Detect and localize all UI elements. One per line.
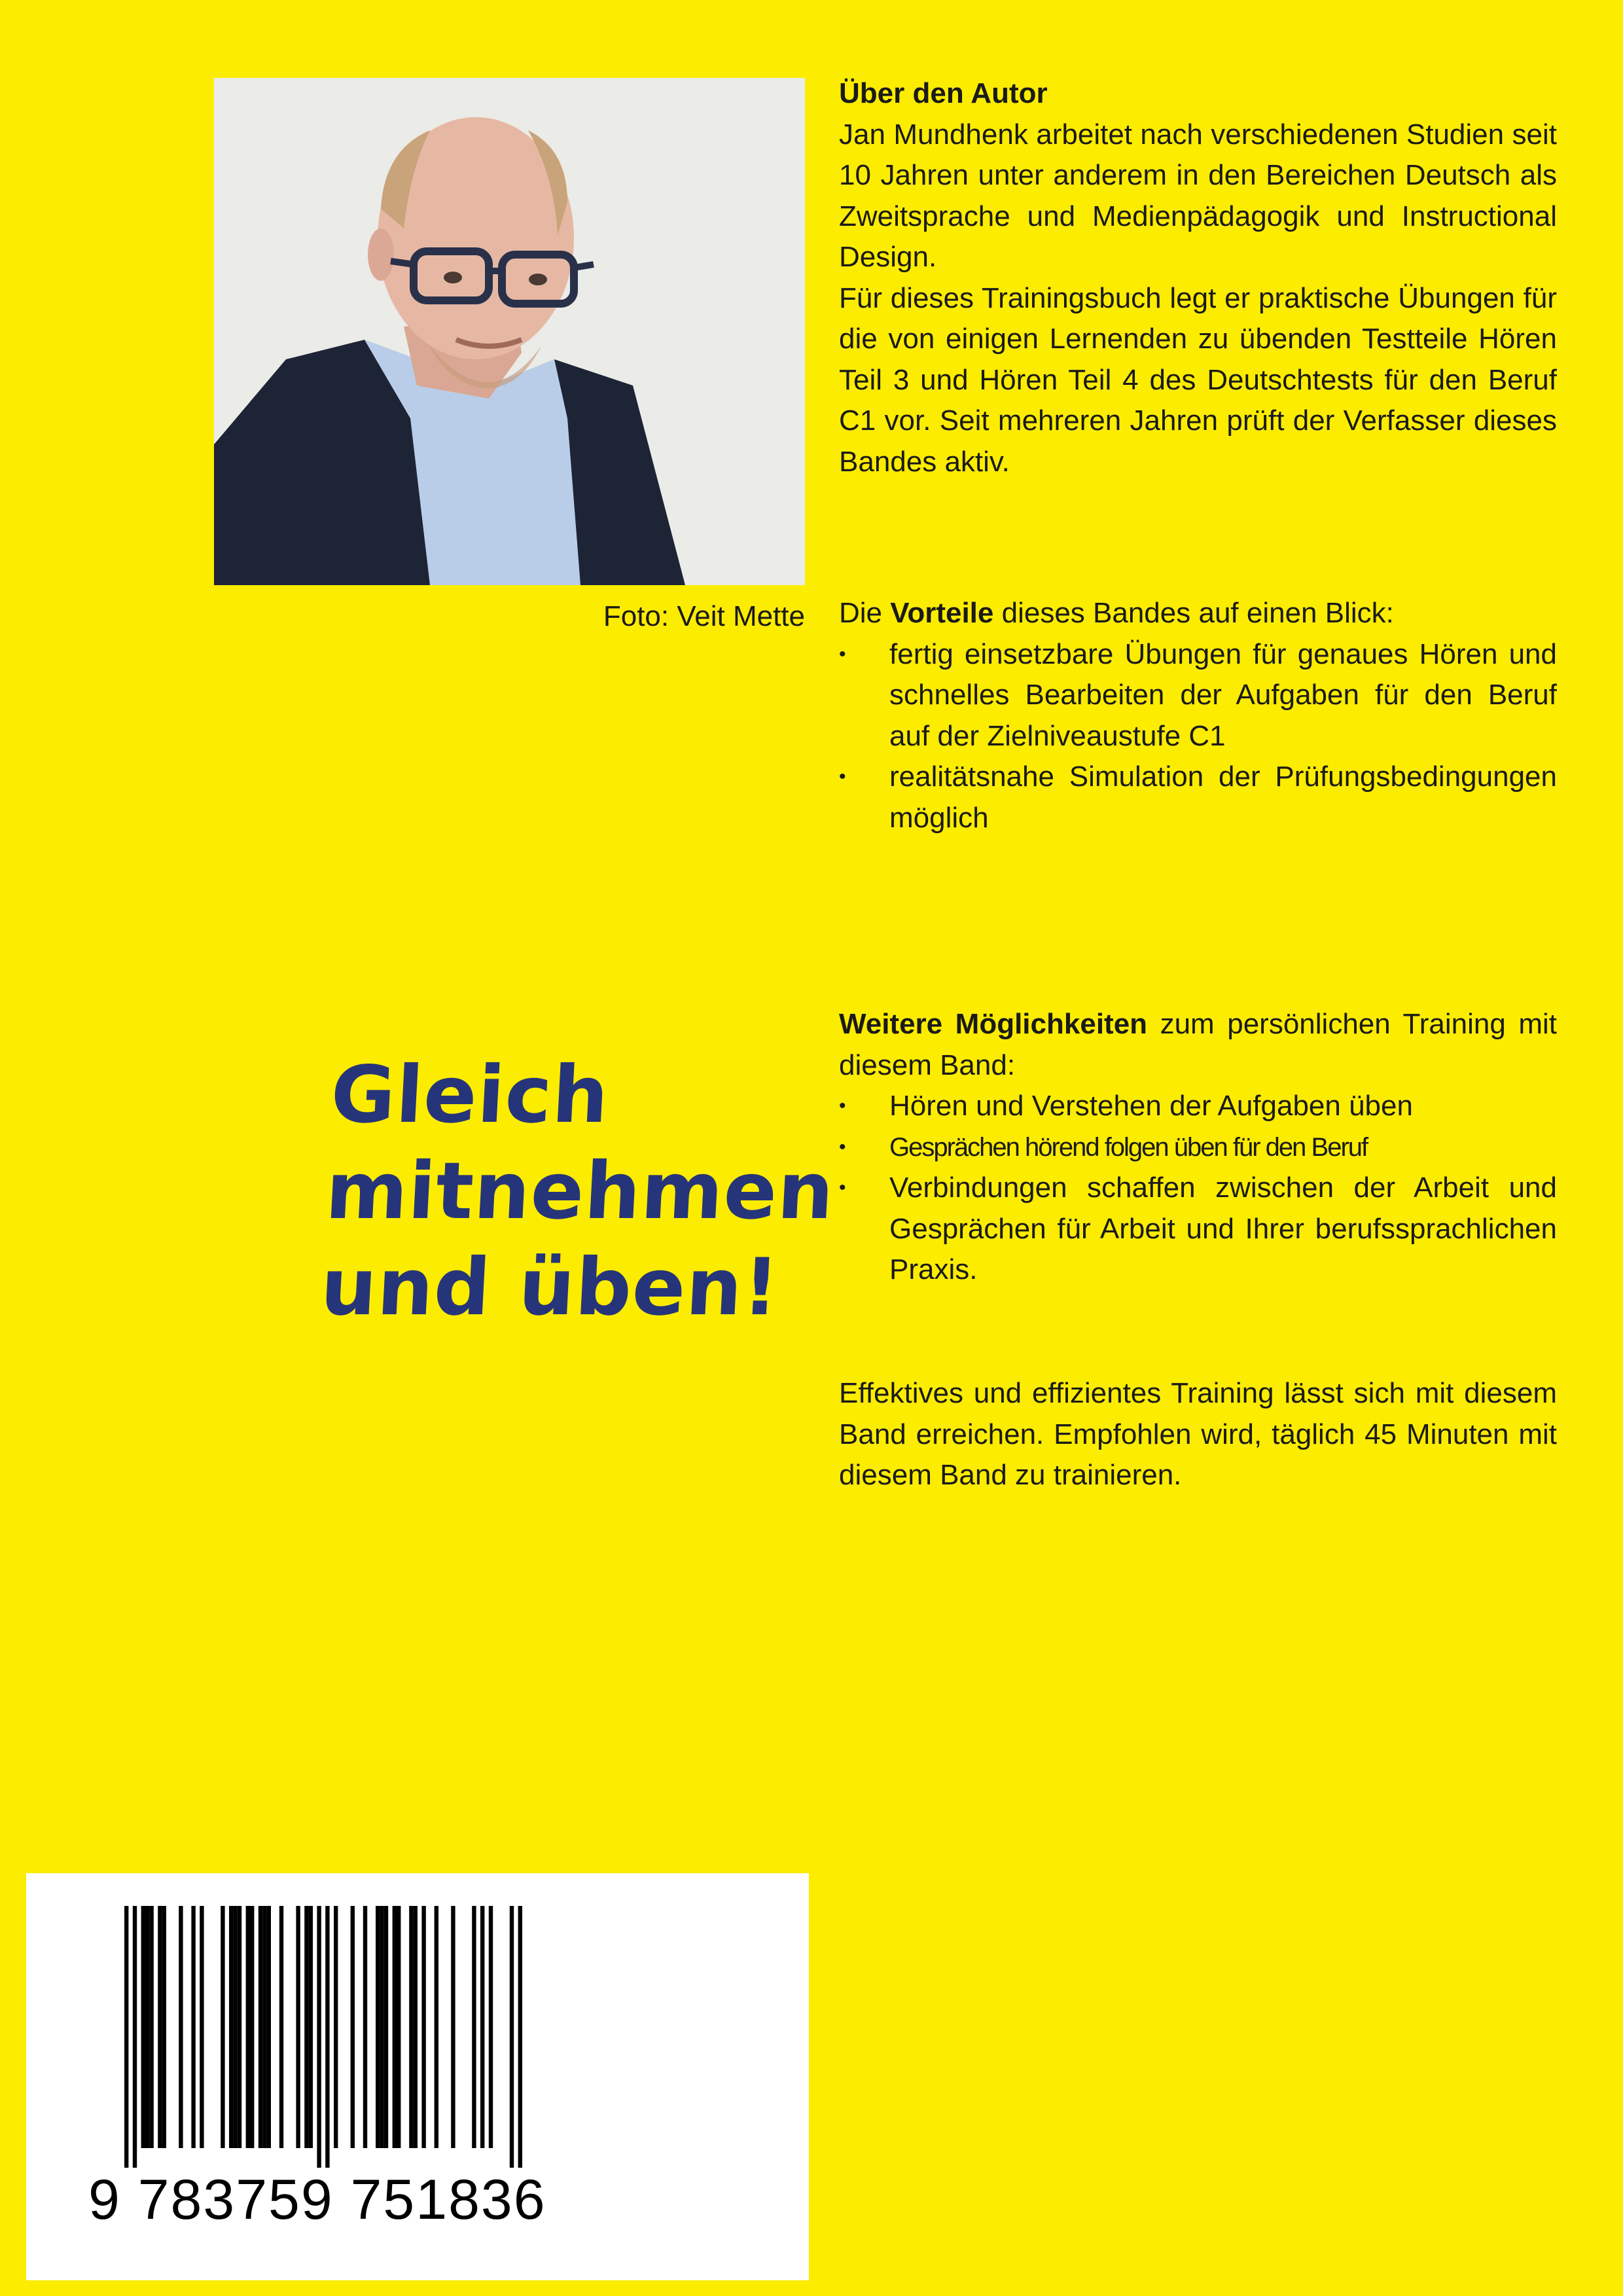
more-options-list [839, 1086, 1557, 1291]
more-intro-bold: Weitere Möglichkeiten [839, 1008, 1148, 1040]
list-item: • Gesprächen hörend folgen üben für den Beruf [839, 1127, 1557, 1168]
barcode-bar [221, 1906, 224, 2148]
barcode-bar [397, 1906, 401, 2148]
barcode-bar [325, 1906, 329, 2168]
barcode-bar [233, 1906, 237, 2148]
barcode-bar [309, 1906, 313, 2148]
slogan [318, 1047, 844, 1336]
barcode-bar [158, 1906, 162, 2148]
list-item: • fertig einsetzbare Übungen für genaues Hören und schnelles Bearbeiten der Aufgaben für den Beruf auf der Zielniveaustufe C1 [839, 634, 1557, 757]
about-paragraph-2: Für dieses Trainingsbuch legt er praktische Übungen für die von einigen Lernenden zu übenden Testteile Hören Teil 3 und Hören Teil 4 des Deutschtests für den Beruf C1 vor. Seit mehreren Jahren prüft der Verfasser dieses Bandes aktiv. [839, 281, 1557, 478]
list-item: • Hören und Verstehen der Aufgaben üben [839, 1086, 1557, 1127]
barcode-bar [296, 1906, 300, 2148]
barcode-bar [162, 1906, 166, 2148]
barcode-bar [133, 1906, 137, 2168]
barcode-bar [149, 1906, 153, 2148]
barcode-bar [279, 1906, 283, 2148]
barcode-bar [250, 1906, 254, 2148]
barcode-bar [246, 1906, 250, 2148]
barcode-bar [518, 1906, 522, 2168]
barcode-bar [179, 1906, 183, 2148]
barcode-bar [384, 1906, 388, 2148]
barcode-bar [145, 1906, 149, 2148]
barcode-bar [435, 1906, 438, 2148]
list-item: • Verbindungen schaffen zwischen der Arbeit und Gesprächen für Arbeit und Ihrer berufssprachlichen Praxis. [839, 1168, 1557, 1291]
barcode-icon [124, 1906, 543, 2168]
barcode-bar [267, 1906, 271, 2148]
slogan-line-2: mitnehmen [323, 1146, 837, 1237]
photo-caption: Foto: Veit Mette [603, 600, 805, 632]
slogan-line-1: Gleich [329, 1050, 612, 1141]
barcode-bar [200, 1906, 204, 2148]
advantages-intro-prefix: Die [839, 597, 891, 629]
barcode-bar [238, 1906, 241, 2148]
list-item: • realitätsnahe Simulation der Prüfungsbedingungen möglich [839, 757, 1557, 838]
effective-training-section [839, 1373, 1557, 1496]
barcode-bar [421, 1906, 425, 2148]
barcode-bar [393, 1906, 397, 2148]
about-heading: Über den Autor [839, 77, 1048, 109]
barcode-bar [259, 1906, 262, 2148]
barcode-bar [510, 1906, 514, 2168]
barcode-bar [480, 1906, 484, 2148]
advantages-intro-suffix: dieses Bandes auf einen Blick: [993, 597, 1394, 629]
author-portrait-illustration [214, 78, 805, 585]
barcode-bar [124, 1906, 128, 2168]
barcode-bar [414, 1906, 418, 2148]
barcode-bar [489, 1906, 493, 2148]
about-paragraph-1: Jan Mundhenk arbeitet nach verschiedenen Studien seit 10 Jahren unter anderem in den Bereichen Deutsch als Zweitsprache und Medienpädagogik und Instructional Design. [839, 118, 1557, 273]
about-author-section [839, 73, 1557, 482]
more-intro [839, 1004, 1557, 1086]
barcode-box [26, 1873, 809, 2280]
slogan-line-3: und üben! [318, 1242, 782, 1333]
more-intro-suffix: zum persönlichen Training mit diesem Band: [839, 1008, 1557, 1081]
advantages-intro [839, 593, 1557, 634]
barcode-bar [141, 1906, 145, 2148]
more-options-section [839, 1004, 1557, 1291]
barcode-bar [191, 1906, 195, 2148]
barcode-bar [317, 1906, 321, 2168]
effective-paragraph: Effektives und effizientes Training lässt sich mit diesem Band erreichen. Empfohlen wird, täglich 45 Minuten mit diesem Band zu trainieren. [839, 1377, 1557, 1491]
barcode-bar [409, 1906, 413, 2148]
barcode-bar [229, 1906, 233, 2148]
barcode-bar [363, 1906, 367, 2148]
advantages-intro-bold: Vorteile [890, 597, 994, 629]
barcode-bar [351, 1906, 355, 2148]
barcode-bar [451, 1906, 455, 2148]
barcode-bar [380, 1906, 383, 2148]
author-photo [214, 78, 805, 585]
advantages-section [839, 593, 1557, 838]
barcode-bar [262, 1906, 266, 2148]
barcode-bar [376, 1906, 380, 2148]
barcode-bar [334, 1906, 338, 2148]
barcode-bar [304, 1906, 308, 2148]
barcode-bar [472, 1906, 476, 2148]
isbn-number: 9 783759 751836 [88, 2168, 546, 2231]
advantages-list [839, 634, 1557, 839]
